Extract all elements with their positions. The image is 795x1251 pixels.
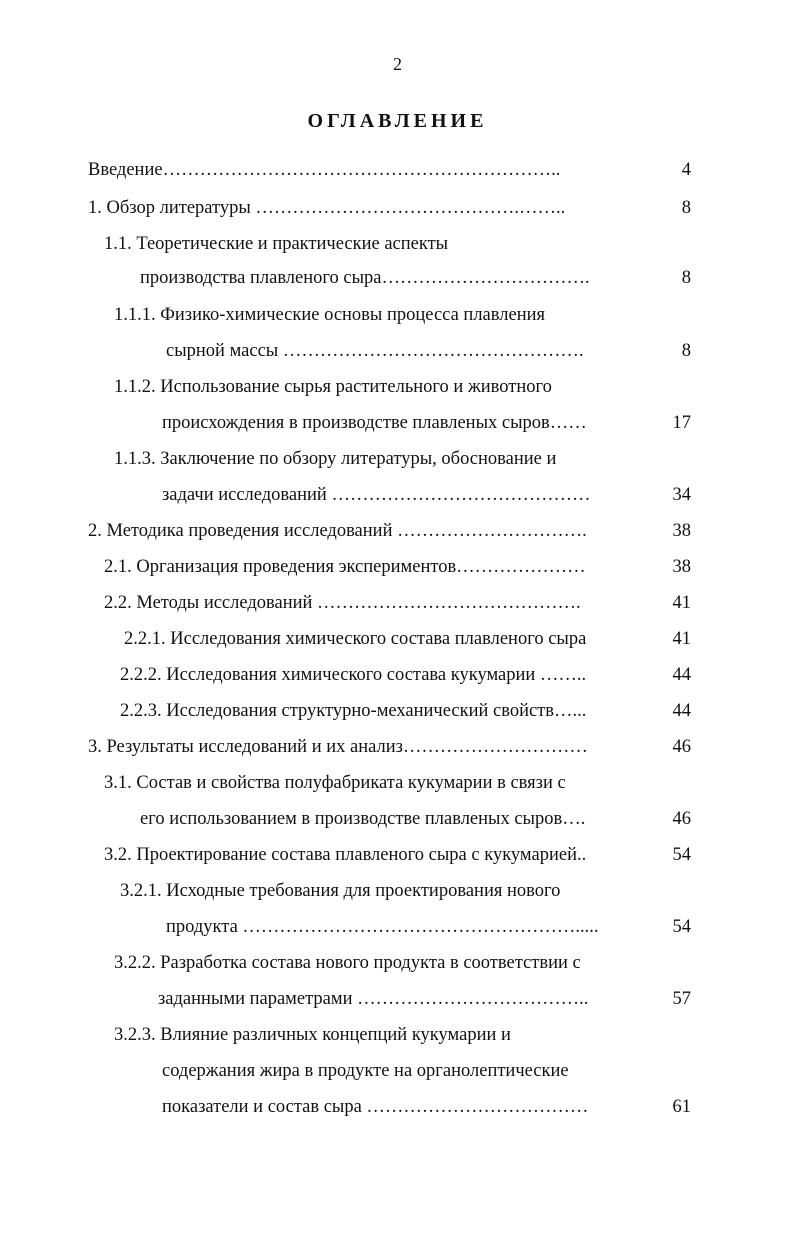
toc-entry-3-2-3-cont2: показатели и состав сыра ……………………………… xyxy=(162,1097,589,1117)
toc-entry-2-2-3: 2.2.3. Исследования структурно-механический свойств…... xyxy=(120,701,587,721)
toc-entry-1-1-1: 1.1.1. Физико-химические основы процесса плавления xyxy=(114,305,546,325)
toc-page: 41 xyxy=(672,593,691,613)
toc-entry-1-1-3-cont: задачи исследований …………………………………… xyxy=(162,485,591,505)
toc-entry-1-1-2-cont: происхождения в производстве плавленых сыров…… xyxy=(162,413,587,433)
toc-entry-3-2-3: 3.2.3. Влияние различных концепций кукумарии и xyxy=(114,1025,511,1045)
toc-page: 8 xyxy=(681,198,691,218)
toc-page: 38 xyxy=(672,557,691,577)
toc-entry-3-2-3-cont1: содержания жира в продукте на органолептические xyxy=(162,1061,569,1081)
toc-page: 46 xyxy=(672,737,691,757)
toc-page: 44 xyxy=(672,665,691,685)
page-number: 2 xyxy=(393,54,402,74)
toc-page: 54 xyxy=(672,917,691,937)
toc-entry-1-1: 1.1. Теоретические и практические аспекты xyxy=(104,234,449,254)
toc-entry-2-2-2: 2.2.2. Исследования химического состава кукумарии …….. xyxy=(120,665,587,685)
toc-entry-1-1-2: 1.1.2. Использование сырья растительного и животного xyxy=(114,377,552,397)
toc-entry-3-2-2-cont: заданными параметрами ……………………………….. xyxy=(158,989,589,1009)
toc-entry-3-2-2: 3.2.2. Разработка состава нового продукта в соответствии с xyxy=(114,953,581,973)
toc-page: 57 xyxy=(672,989,691,1009)
toc-entry-2-2: 2.2. Методы исследований ……………………………………. xyxy=(104,593,581,613)
toc-entry-intro: Введение……………………………………………………….. xyxy=(88,160,561,180)
toc-entry-3: 3. Результаты исследований и их анализ………………………… xyxy=(88,737,588,757)
toc-page: 34 xyxy=(672,485,691,505)
toc-page: 54 xyxy=(672,845,691,865)
toc-page: 44 xyxy=(672,701,691,721)
toc-page: 17 xyxy=(672,413,691,433)
toc-entry-2-2-1: 2.2.1. Исследования химического состава плавленого сыра xyxy=(124,629,587,649)
toc-entry-1-1-1-cont: сырной массы …………………………………………. xyxy=(166,341,584,361)
toc-entry-2: 2. Методика проведения исследований …………………………. xyxy=(88,521,587,541)
toc-entry-2-1: 2.1. Организация проведения экспериментов………………… xyxy=(104,557,586,577)
toc-entry-1-1-3: 1.1.3. Заключение по обзору литературы, обоснование и xyxy=(114,449,557,469)
toc-entry-1-1-cont: производства плавленого сыра……………………………. xyxy=(140,268,590,288)
toc-page: 46 xyxy=(672,809,691,829)
page-title: ОГЛАВЛЕНИЕ xyxy=(307,110,488,132)
toc-page: 8 xyxy=(681,341,691,361)
toc-page: 38 xyxy=(672,521,691,541)
toc-entry-3-1-cont: его использованием в производстве плавленых сыров…. xyxy=(140,809,586,829)
toc-entry-3-2-1: 3.2.1. Исходные требования для проектирования нового xyxy=(120,881,561,901)
toc-page: 61 xyxy=(672,1097,691,1117)
toc-entry-3-1: 3.1. Состав и свойства полуфабриката кукумарии в связи с xyxy=(104,773,566,793)
toc-page: 8 xyxy=(681,268,691,288)
toc-page: 41 xyxy=(672,629,691,649)
toc-page: 4 xyxy=(681,160,691,180)
toc-entry-3-2-1-cont: продукта ………………………………………………..... xyxy=(166,917,599,937)
toc-entry-3-2: 3.2. Проектирование состава плавленого сыра с кукумарией.. xyxy=(104,845,587,865)
toc-entry-1: 1. Обзор литературы …………………………………….…….. xyxy=(88,198,566,218)
